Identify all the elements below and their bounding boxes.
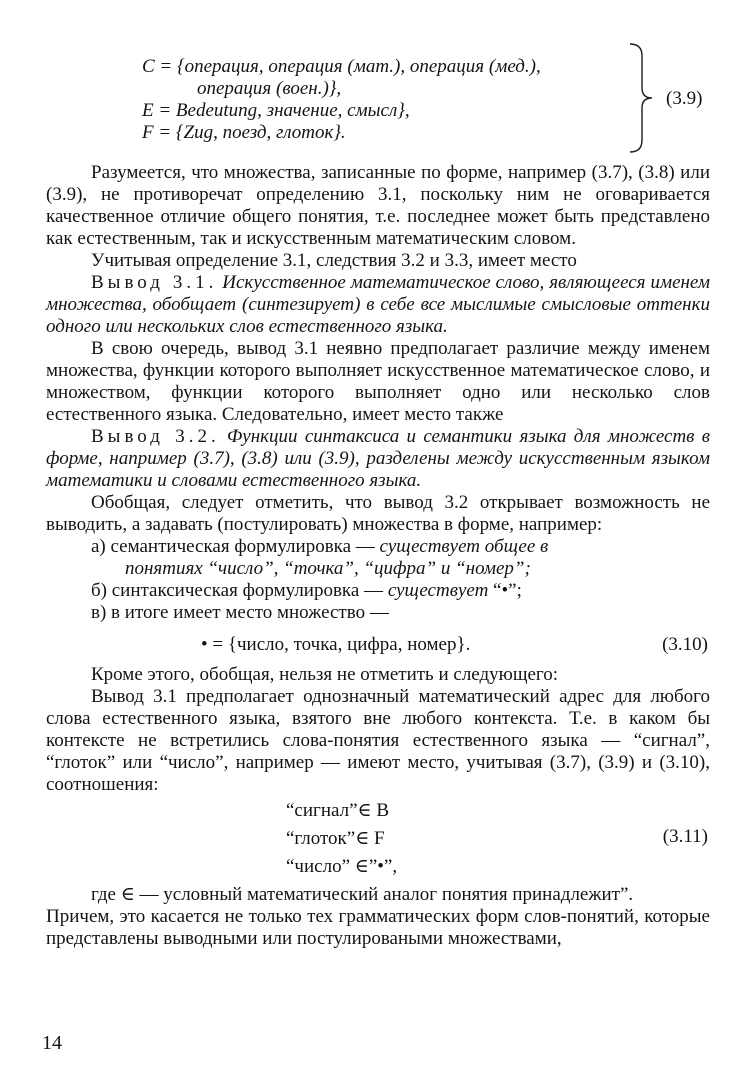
formula-line: F = {Zug, поезд, глоток}. — [142, 122, 346, 143]
equation-content: • = {число, точка, цифра, номер}. — [201, 634, 471, 655]
paragraph: Кроме этого, обобщая, нельзя не отметить и следующего: — [91, 664, 559, 685]
paragraph: Обобщая, следует отметить, что вывод 3.2 открывает возможность не выводить, а задавать (постулировать) множества в форме, например: — [46, 492, 710, 535]
equation-number: (3.10) — [662, 634, 708, 655]
relation-line: “глоток”∈ F — [286, 828, 385, 849]
right-brace-icon — [628, 42, 658, 154]
list-item — [91, 536, 710, 558]
equation-number: (3.11) — [662, 826, 708, 847]
conclusion-body: Функции синтаксиса и семантики языка для множеств в форме, например (3.7), (3.8) или (3.9), разделены между искусственным языком математики и словами естественного языка. — [46, 426, 710, 491]
formula-line: E = Bedeutung, значение, смысл}, — [142, 100, 410, 121]
list-item — [91, 580, 710, 602]
relation-line: “сигнал”∈ B — [286, 800, 389, 821]
list-item-continuation — [91, 558, 710, 580]
paragraph: Причем, это касается не только тех грамматических форм слов-понятий, которые представлены выводными или постулироваными множествами, — [46, 906, 710, 949]
paragraph: В свою очередь, вывод 3.1 неявно предполагает различие между именем множества, функции которого выполняет искусственное математическое слово, и множеством, функции которого выполняет одно или несколько слов естественного языка. Следовательно, имеет место также — [46, 338, 710, 425]
page-number: 14 — [42, 1032, 62, 1054]
conclusion-label: Вывод 3.2. — [91, 426, 220, 447]
conclusion-body: Искусственное математическое слово, являющееся именем множества, обобщает (синтезирует) в себе все мыслимые смысловые оттенки одного или нескольких слов естественного языка. — [46, 272, 711, 337]
list-item-label: б) синтаксическая формулировка — — [91, 580, 384, 601]
conclusion-label: Вывод 3.1. — [91, 272, 218, 293]
list-item: в) в итоге имеет место множество — — [91, 602, 389, 623]
formulation-list — [46, 536, 710, 624]
relation-line: “число” ∈”•”, — [286, 856, 398, 877]
list-item-body: существует общее в — [379, 536, 549, 557]
list-item-label: а) семантическая формулировка — — [91, 536, 375, 557]
equation-number: (3.9) — [666, 88, 703, 109]
paragraph: Вывод 3.1 предполагает однозначный математический адрес для любого слова естественного языка, взятого вне любого контекста. Т.е. в каком бы контексте не встретились слова-понятия естественного языка — “сигнал”, “глоток” или “число”, например — имеют место, учитывая (3.7), (3.9) и (3.10), соотношения: — [46, 686, 710, 795]
paragraph: где ∈ — условный математический аналог понятия принадлежит”. — [91, 884, 634, 905]
equation-3-10 — [46, 624, 710, 664]
document-page — [46, 0, 710, 1087]
paragraph: Разумеется, что множества, записанные по форме, например (3.7), (3.8) или (3.9), не противоречат определению 3.1, поскольку ним не оговаривается качественное отличие общего понятия, т.е. последнее может быть представлено как естественным, так и искусственным математическим словом. — [46, 162, 710, 249]
list-item-symbol: “•”; — [493, 580, 522, 601]
formula-3-9 — [142, 56, 582, 144]
body-text — [46, 162, 710, 950]
formula-line: C = {операция, операция (мат.), операция (мед.), — [142, 56, 541, 77]
paragraph: Учитывая определение 3.1, следствия 3.2 и 3.3, имеет место — [91, 250, 577, 271]
list-item-body: понятиях “число”, “точка”, “цифра” и “номер”; — [125, 558, 531, 579]
conclusion-3-1 — [46, 272, 710, 338]
formula-line: операция (воен.)}, — [197, 78, 342, 99]
equation-3-11 — [46, 796, 710, 884]
conclusion-3-2 — [46, 426, 710, 492]
list-item-body: существует — [387, 580, 489, 601]
